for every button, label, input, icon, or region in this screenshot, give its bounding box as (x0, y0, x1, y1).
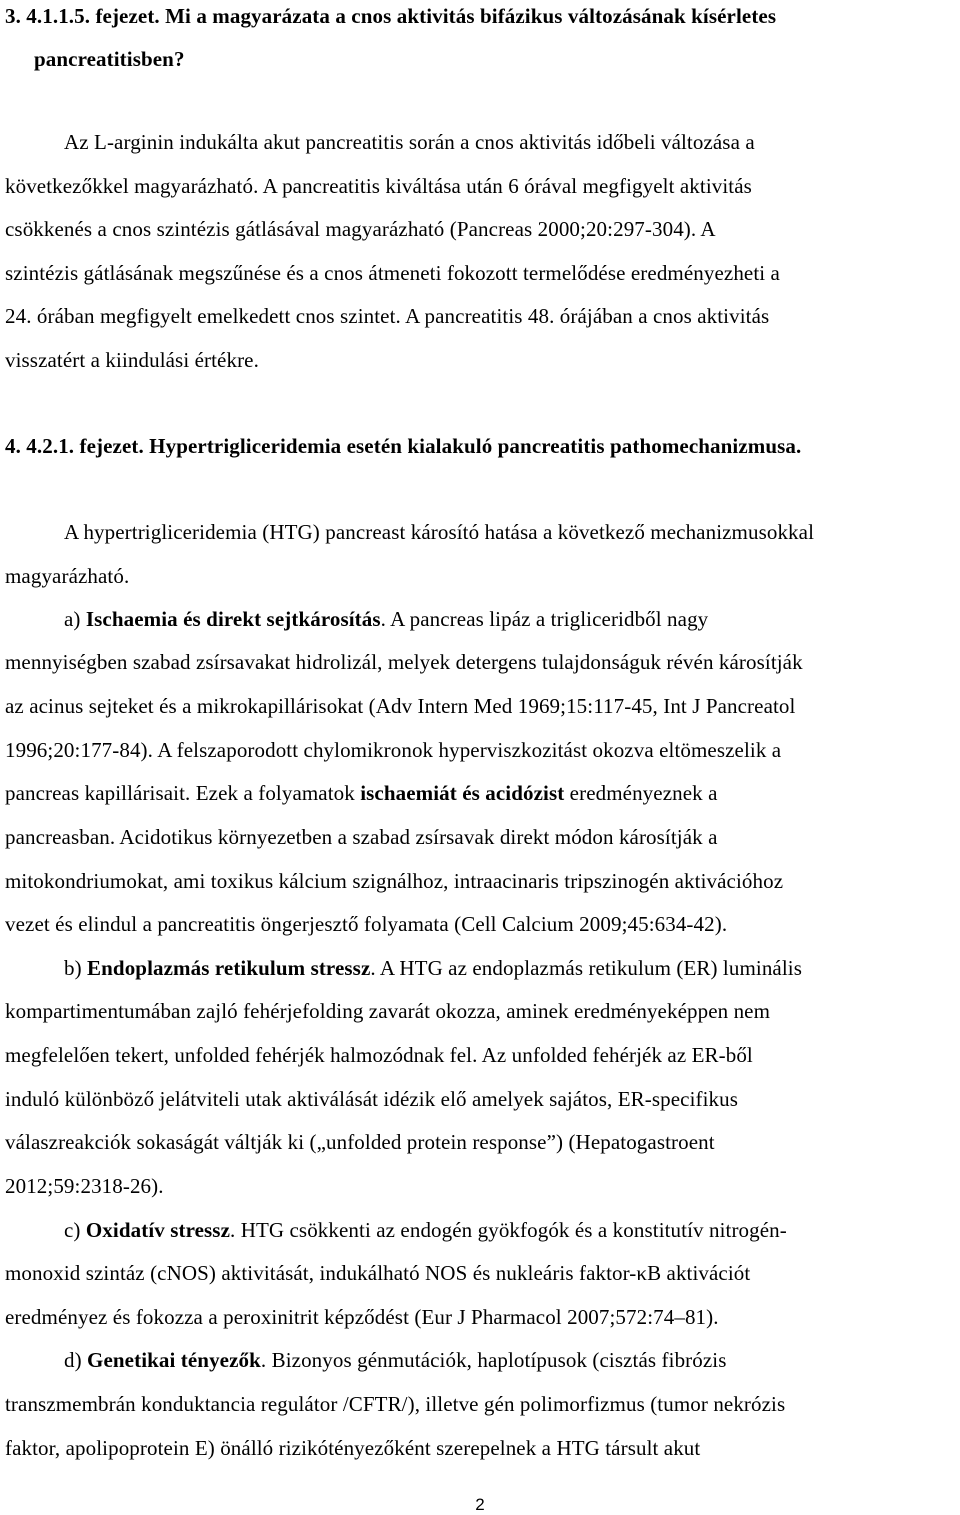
paragraph-line: pancreasban. Acidotikus környezetben a szabad zsírsavak direkt módon károsítják a (5, 825, 718, 849)
section-b-text: . A HTG az endoplazmás retikulum (ER) luminális (370, 956, 802, 980)
paragraph-line: az acinus sejteket és a mikrokapillárisokat (Adv Intern Med 1969;15:117-45, Int J Pancreatol (5, 694, 796, 718)
paragraph-line: Az L-arginin indukálta akut pancreatitis során a cnos aktivitás időbeli változása a (64, 130, 755, 154)
paragraph-line: faktor, apolipoprotein E) önálló rizikótényezőként szerepelnek a HTG társult akut (5, 1436, 701, 1460)
chapter-heading: 4. 4.2.1. fejezet. Hypertrigliceridemia esetén kialakuló pancreatitis pathomechanizmusa. (5, 434, 802, 458)
paragraph-line: visszatért a kiindulási értékre. (5, 348, 259, 372)
paragraph-line: csökkenés a cnos szintézis gátlásával magyarázható (Pancreas 2000;20:297-304). A (5, 217, 716, 241)
paragraph-line: eredményez és fokozza a peroxinitrit képződést (Eur J Pharmacol 2007;572:74–81). (5, 1305, 719, 1329)
paragraph-line: vezet és elindul a pancreatitis öngerjesztő folyamata (Cell Calcium 2009;45:634-42). (5, 912, 728, 936)
section-d-line-1 (64, 1346, 727, 1374)
paragraph-line: induló különböző jelátviteli utak aktiválását idézik elő amelyek sajátos, ER-specifikus (5, 1087, 739, 1111)
paragraph-line: 2012;59:2318-26). (5, 1174, 164, 1198)
chapter-heading-line-1: 3. 4.1.1.5. fejezet. Mi a magyarázata a cnos aktivitás bifázikus változásának kísérletes (5, 4, 777, 28)
section-d-text: . Bizonyos génmutációk, haplotípusok (cisztás fibrózis (260, 1348, 727, 1372)
emphasis-text: ischaemiát és acidózist (360, 781, 565, 805)
section-d-title: Genetikai tényezők (87, 1348, 261, 1372)
paragraph-text: eredményeznek a (564, 781, 718, 805)
section-d-prefix: d) (64, 1348, 88, 1372)
page-number: 2 (475, 1495, 485, 1514)
section-a-line-1 (64, 605, 708, 633)
paragraph-line: következőkkel magyarázható. A pancreatitis kiváltása után 6 órával megfigyelt aktivitás (5, 174, 752, 198)
paragraph-line: megfelelően tekert, unfolded fehérjék halmozódnak fel. Az unfolded fehérjék az ER-ből (5, 1043, 753, 1067)
paragraph-line: kompartimentumában zajló fehérjefolding zavarát okozza, aminek eredményeképpen nem (5, 999, 771, 1023)
paragraph-line: 1996;20:177-84). A felszaporodott chylomikronok hyperviszkozitást okozva eltömeszelik a (5, 738, 782, 762)
section-b-title: Endoplazmás retikulum stressz (87, 956, 371, 980)
section-c-title: Oxidatív stressz (85, 1218, 230, 1242)
paragraph-line: A hypertrigliceridemia (HTG) pancreast károsító hatása a következő mechanizmusokkal (64, 520, 815, 544)
section-a-prefix: a) (64, 607, 86, 631)
section-c-text: . HTG csökkenti az endogén gyökfogók és a konstitutív nitrogén- (230, 1218, 787, 1242)
paragraph-line: 24. órában megfigyelt emelkedett cnos szintet. A pancreatitis 48. órájában a cnos aktivitás (5, 304, 770, 328)
paragraph-line: magyarázható. (5, 564, 130, 588)
section-c-line-1 (64, 1216, 787, 1244)
section-a-text: . A pancreas lipáz a trigliceridből nagy (380, 607, 709, 631)
paragraph-line: válaszreakciók sokaságát váltják ki („unfolded protein response”) (Hepatogastroent (5, 1130, 715, 1154)
paragraph-line: transzmembrán konduktancia regulátor /CFTR/), illetve gén polimorfizmus (tumor nekrózis (5, 1392, 786, 1416)
section-a-title: Ischaemia és direkt sejtkárosítás (85, 607, 381, 631)
paragraph-text: pancreas kapillárisait. Ezek a folyamatok (5, 781, 361, 805)
paragraph-line (5, 779, 718, 807)
paragraph-line: monoxid szintáz (cNOS) aktivitását, indukálható NOS és nukleáris faktor-κB aktivációt (5, 1261, 751, 1285)
section-b-prefix: b) (64, 956, 88, 980)
section-c-prefix: c) (64, 1218, 86, 1242)
paragraph-line: mitokondriumokat, ami toxikus kálcium szignálhoz, intraacinaris tripszinogén aktivációhoz (5, 869, 784, 893)
section-b-line-1 (64, 954, 802, 982)
paragraph-line: szintézis gátlásának megszűnése és a cnos átmeneti fokozott termelődése eredményezheti a (5, 261, 780, 285)
chapter-heading-line-2: pancreatitisben? (34, 47, 185, 71)
paragraph-line: mennyiségben szabad zsírsavakat hidrolizál, melyek detergens tulajdonságuk révén károsítják (5, 650, 803, 674)
